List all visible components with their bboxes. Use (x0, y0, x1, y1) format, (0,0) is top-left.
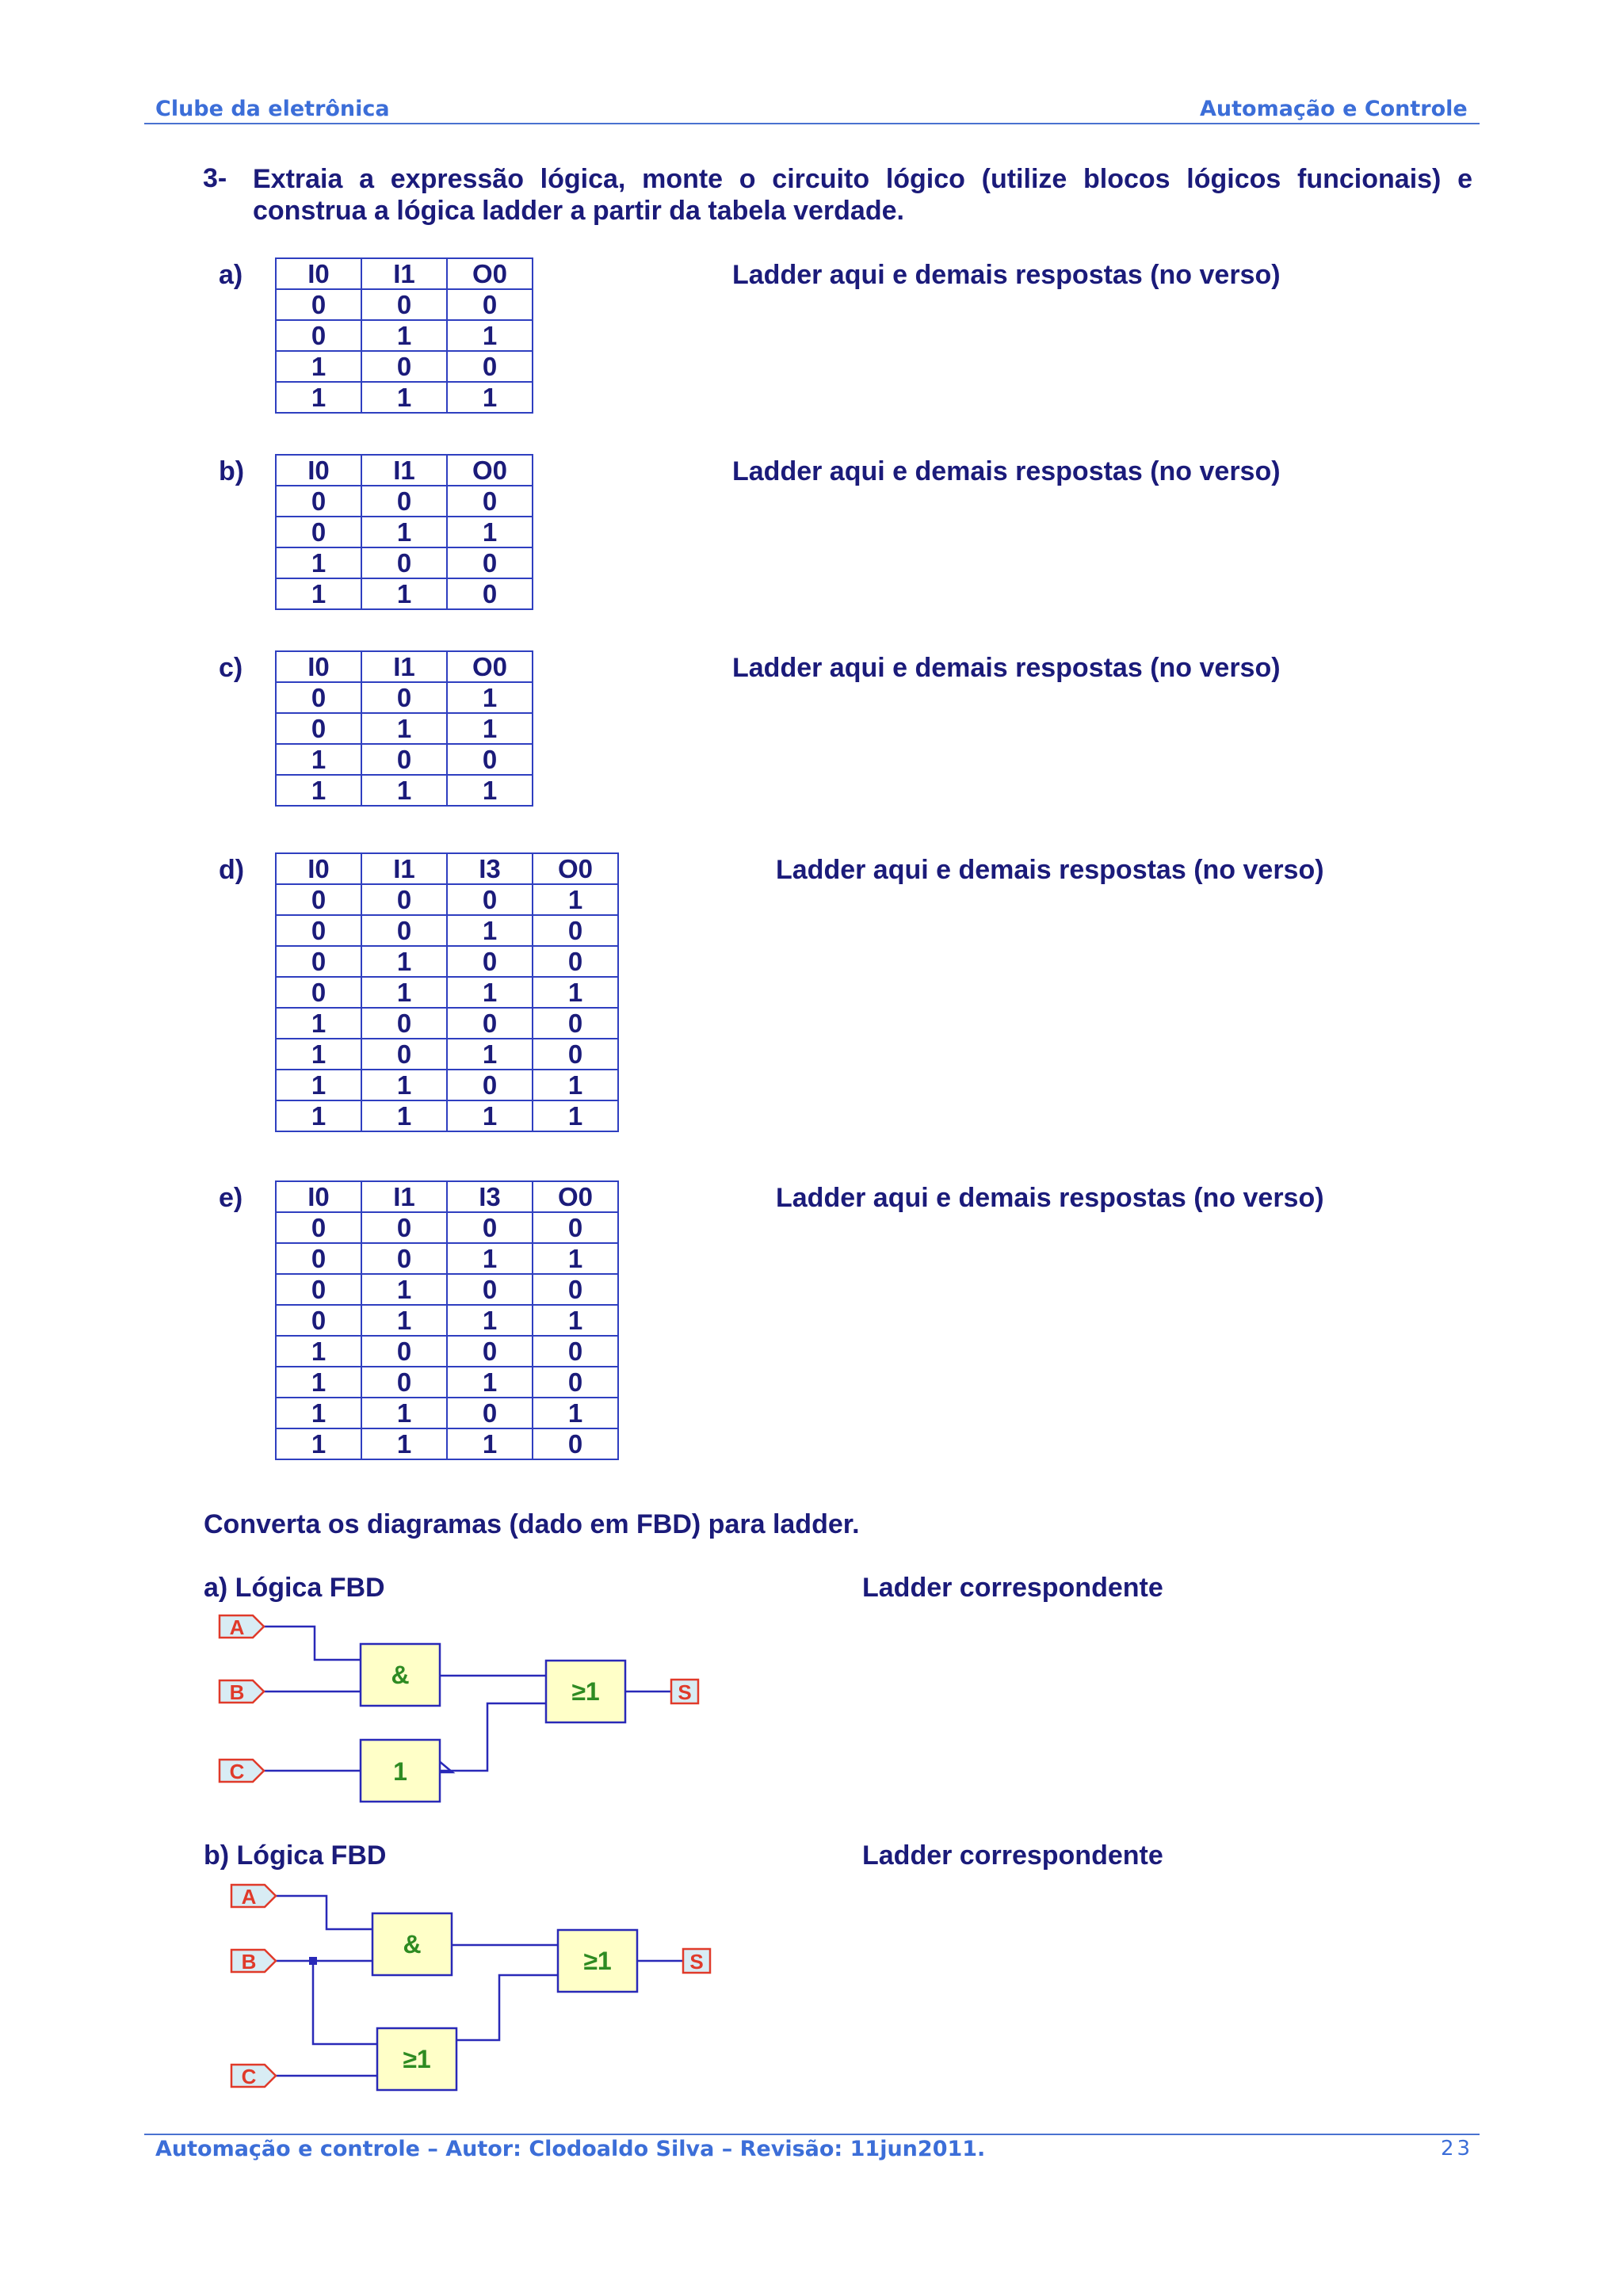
wire (276, 1896, 372, 1929)
block-label: 1 (393, 1757, 407, 1786)
table-header-row (276, 651, 533, 682)
header-right: Automação e Controle (1200, 97, 1468, 121)
table-row (276, 713, 533, 744)
column-header: I3 (447, 853, 533, 884)
column-header: I1 (361, 455, 447, 486)
table-cell: 1 (361, 320, 447, 351)
table-row (276, 1039, 618, 1070)
table-cell: 1 (447, 775, 533, 806)
table-cell: 0 (533, 946, 618, 977)
table-cell: 1 (447, 713, 533, 744)
table-cell: 1 (533, 1070, 618, 1100)
input-c (220, 1760, 264, 1783)
table-cell: 1 (276, 351, 361, 382)
table-cell: 0 (533, 1274, 618, 1305)
table-row (276, 547, 533, 578)
input-label: A (241, 1885, 257, 1909)
wire (424, 1703, 546, 1771)
table-cell: 1 (533, 884, 618, 915)
table-row (276, 744, 533, 775)
column-header: I0 (276, 1181, 361, 1212)
table-cell: 0 (276, 1305, 361, 1336)
table-cell: 0 (533, 915, 618, 946)
header-rule (144, 123, 1480, 124)
footer-text: Automação e controle – Autor: Clodoaldo Silva – Revisão: 11jun2011. (155, 2137, 986, 2161)
table-cell: 1 (447, 1305, 533, 1336)
table-cell: 0 (276, 1274, 361, 1305)
or-block (558, 1930, 637, 1992)
table-cell: 0 (533, 1428, 618, 1459)
table-cell: 0 (361, 1212, 447, 1243)
output-label: S (689, 1950, 704, 1974)
table-cell: 0 (447, 1070, 533, 1100)
column-header: O0 (533, 1181, 618, 1212)
table-cell: 0 (533, 1212, 618, 1243)
table-row (276, 351, 533, 382)
table-row (276, 977, 618, 1008)
truth-table-e (275, 1180, 619, 1460)
table-cell: 1 (361, 1100, 447, 1131)
input-b (220, 1680, 264, 1704)
table-cell: 1 (276, 1100, 361, 1131)
table-cell: 0 (361, 884, 447, 915)
table-cell: 1 (361, 517, 447, 547)
input-label: C (241, 2065, 257, 2088)
output-s (671, 1680, 698, 1704)
wire (313, 1961, 377, 2044)
table-cell: 0 (276, 977, 361, 1008)
table-cell: 0 (447, 486, 533, 517)
table-cell: 0 (361, 1336, 447, 1367)
input-a (231, 1885, 276, 1909)
truth-table-a (275, 257, 533, 414)
junction-node (309, 1957, 317, 1965)
table-row (276, 1274, 618, 1305)
wire (456, 1975, 558, 2040)
table-cell: 0 (447, 884, 533, 915)
not-block (361, 1740, 440, 1802)
table-cell: 1 (276, 1070, 361, 1100)
table-header-row (276, 853, 618, 884)
table-cell: 0 (447, 1008, 533, 1039)
table-cell: 1 (361, 713, 447, 744)
convert-title: Converta os diagramas (dado em FBD) para ladder. (204, 1509, 860, 1539)
table-row (276, 1243, 618, 1274)
table-cell: 1 (276, 1428, 361, 1459)
table-label-e: e) (219, 1183, 243, 1213)
table-cell: 1 (276, 578, 361, 609)
answer-placeholder-c: Ladder aqui e demais respostas (no verso) (732, 653, 1281, 683)
truth-table-d (275, 852, 619, 1132)
table-cell: 1 (361, 946, 447, 977)
table-cell: 0 (447, 289, 533, 320)
table-row (276, 682, 533, 713)
question-line-2: construa a lógica ladder a partir da tabela verdade. (253, 196, 904, 226)
column-header: I3 (447, 1181, 533, 1212)
table-cell: 1 (447, 517, 533, 547)
table-cell: 1 (447, 382, 533, 413)
column-header: I0 (276, 651, 361, 682)
table-header-row (276, 1181, 618, 1212)
table-row (276, 1070, 618, 1100)
answer-placeholder-b: Ladder aqui e demais respostas (no verso) (732, 456, 1281, 486)
output-label: S (678, 1680, 692, 1704)
table-cell: 1 (447, 977, 533, 1008)
header-left: Clube da eletrônica (155, 97, 390, 121)
table-cell: 0 (447, 351, 533, 382)
table-row (276, 289, 533, 320)
output-s (683, 1949, 710, 1974)
table-label-c: c) (219, 653, 243, 683)
fbd-diagram-b (222, 1874, 729, 2103)
table-header-row (276, 455, 533, 486)
answer-placeholder-a: Ladder aqui e demais respostas (no verso) (732, 260, 1281, 290)
table-cell: 0 (276, 289, 361, 320)
table-cell: 1 (361, 775, 447, 806)
question-number: 3- (203, 163, 227, 193)
table-cell: 0 (276, 915, 361, 946)
table-cell: 1 (276, 547, 361, 578)
column-header: I0 (276, 455, 361, 486)
table-cell: 0 (276, 946, 361, 977)
table-cell: 1 (447, 1367, 533, 1398)
table-cell: 0 (361, 1367, 447, 1398)
table-cell: 0 (276, 682, 361, 713)
table-cell: 1 (276, 1008, 361, 1039)
wire (264, 1627, 361, 1660)
table-cell: 1 (533, 1398, 618, 1428)
block-label: & (391, 1661, 410, 1689)
table-cell: 0 (361, 915, 447, 946)
table-row (276, 915, 618, 946)
block-label: ≥1 (403, 2045, 431, 2073)
table-label-b: b) (219, 456, 245, 486)
table-cell: 1 (276, 382, 361, 413)
column-header: I0 (276, 258, 361, 289)
table-cell: 1 (447, 1243, 533, 1274)
table-cell: 0 (447, 1398, 533, 1428)
table-cell: 1 (276, 1398, 361, 1428)
table-cell: 0 (533, 1008, 618, 1039)
fbd-a-title: a) Lógica FBD (204, 1573, 385, 1603)
table-row (276, 1398, 618, 1428)
table-cell: 1 (533, 1305, 618, 1336)
input-label: C (229, 1760, 245, 1783)
question-line-1: Extraia a expressão lógica, monte o circuito lógico (utilize blocos lógicos funcionais) e (253, 164, 1472, 194)
or-block-lower (377, 2028, 456, 2090)
table-cell: 0 (447, 946, 533, 977)
table-cell: 1 (276, 744, 361, 775)
question-text (253, 163, 1472, 227)
table-label-a: a) (219, 260, 243, 290)
table-cell: 0 (361, 1008, 447, 1039)
table-cell: 0 (276, 517, 361, 547)
table-cell: 1 (361, 1428, 447, 1459)
table-row (276, 486, 533, 517)
table-cell: 1 (447, 1428, 533, 1459)
table-row (276, 775, 533, 806)
table-row (276, 320, 533, 351)
table-cell: 0 (361, 1243, 447, 1274)
table-cell: 1 (361, 977, 447, 1008)
column-header: I1 (361, 853, 447, 884)
table-cell: 0 (276, 1243, 361, 1274)
table-cell: 1 (447, 1100, 533, 1131)
input-label: B (229, 1680, 245, 1704)
column-header: O0 (447, 455, 533, 486)
table-cell: 1 (447, 915, 533, 946)
input-label: B (241, 1950, 257, 1974)
table-cell: 0 (447, 744, 533, 775)
table-row (276, 1305, 618, 1336)
column-header: O0 (447, 651, 533, 682)
table-cell: 1 (533, 977, 618, 1008)
or-block (546, 1661, 625, 1722)
table-cell: 1 (533, 1100, 618, 1131)
table-cell: 1 (361, 1070, 447, 1100)
table-cell: 0 (447, 547, 533, 578)
and-block (361, 1644, 440, 1706)
table-row (276, 1336, 618, 1367)
table-cell: 1 (361, 578, 447, 609)
table-cell: 0 (361, 547, 447, 578)
table-cell: 1 (447, 1039, 533, 1070)
table-cell: 1 (533, 1243, 618, 1274)
input-c (231, 2065, 276, 2088)
answer-placeholder-d: Ladder aqui e demais respostas (no verso) (776, 855, 1324, 885)
table-cell: 0 (276, 1212, 361, 1243)
table-row (276, 946, 618, 977)
table-row (276, 884, 618, 915)
block-label: & (403, 1930, 422, 1958)
table-cell: 1 (361, 1398, 447, 1428)
table-row (276, 1428, 618, 1459)
fbd-b-title: b) Lógica FBD (204, 1840, 387, 1871)
table-cell: 0 (447, 1212, 533, 1243)
table-cell: 0 (276, 486, 361, 517)
input-b (231, 1950, 276, 1974)
table-cell: 0 (361, 682, 447, 713)
table-cell: 0 (361, 351, 447, 382)
table-row (276, 382, 533, 413)
table-cell: 0 (533, 1336, 618, 1367)
table-label-d: d) (219, 855, 245, 885)
table-cell: 1 (361, 1274, 447, 1305)
column-header: I1 (361, 1181, 447, 1212)
table-row (276, 1367, 618, 1398)
input-label: A (229, 1615, 245, 1639)
footer-rule (144, 2134, 1480, 2135)
table-cell: 1 (447, 320, 533, 351)
table-cell: 0 (533, 1367, 618, 1398)
table-cell: 0 (276, 320, 361, 351)
truth-table-c (275, 650, 533, 807)
ladder-a-title: Ladder correspondente (862, 1573, 1163, 1603)
table-cell: 0 (447, 578, 533, 609)
page-number: 23 (1441, 2137, 1474, 2161)
table-cell: 1 (276, 1039, 361, 1070)
block-label: ≥1 (571, 1677, 600, 1706)
table-cell: 1 (276, 1336, 361, 1367)
column-header: O0 (533, 853, 618, 884)
table-cell: 0 (361, 744, 447, 775)
table-cell: 1 (276, 775, 361, 806)
column-header: O0 (447, 258, 533, 289)
column-header: I0 (276, 853, 361, 884)
table-cell: 0 (447, 1274, 533, 1305)
answer-placeholder-e: Ladder aqui e demais respostas (no verso) (776, 1183, 1324, 1213)
table-cell: 0 (533, 1039, 618, 1070)
column-header: I1 (361, 258, 447, 289)
table-cell: 0 (361, 486, 447, 517)
table-cell: 0 (276, 884, 361, 915)
table-cell: 1 (276, 1367, 361, 1398)
table-cell: 1 (361, 1305, 447, 1336)
ladder-b-title: Ladder correspondente (862, 1840, 1163, 1871)
column-header: I1 (361, 651, 447, 682)
fbd-diagram-a (210, 1604, 717, 1810)
table-cell: 0 (361, 1039, 447, 1070)
table-row (276, 1212, 618, 1243)
table-header-row (276, 258, 533, 289)
table-row (276, 517, 533, 547)
table-cell: 0 (361, 289, 447, 320)
and-block (372, 1913, 452, 1975)
block-label: ≥1 (583, 1947, 612, 1975)
table-row (276, 578, 533, 609)
table-cell: 1 (447, 682, 533, 713)
table-cell: 1 (361, 382, 447, 413)
table-cell: 0 (447, 1336, 533, 1367)
input-a (220, 1615, 264, 1639)
truth-table-b (275, 454, 533, 610)
table-cell: 0 (276, 713, 361, 744)
table-row (276, 1008, 618, 1039)
table-row (276, 1100, 618, 1131)
